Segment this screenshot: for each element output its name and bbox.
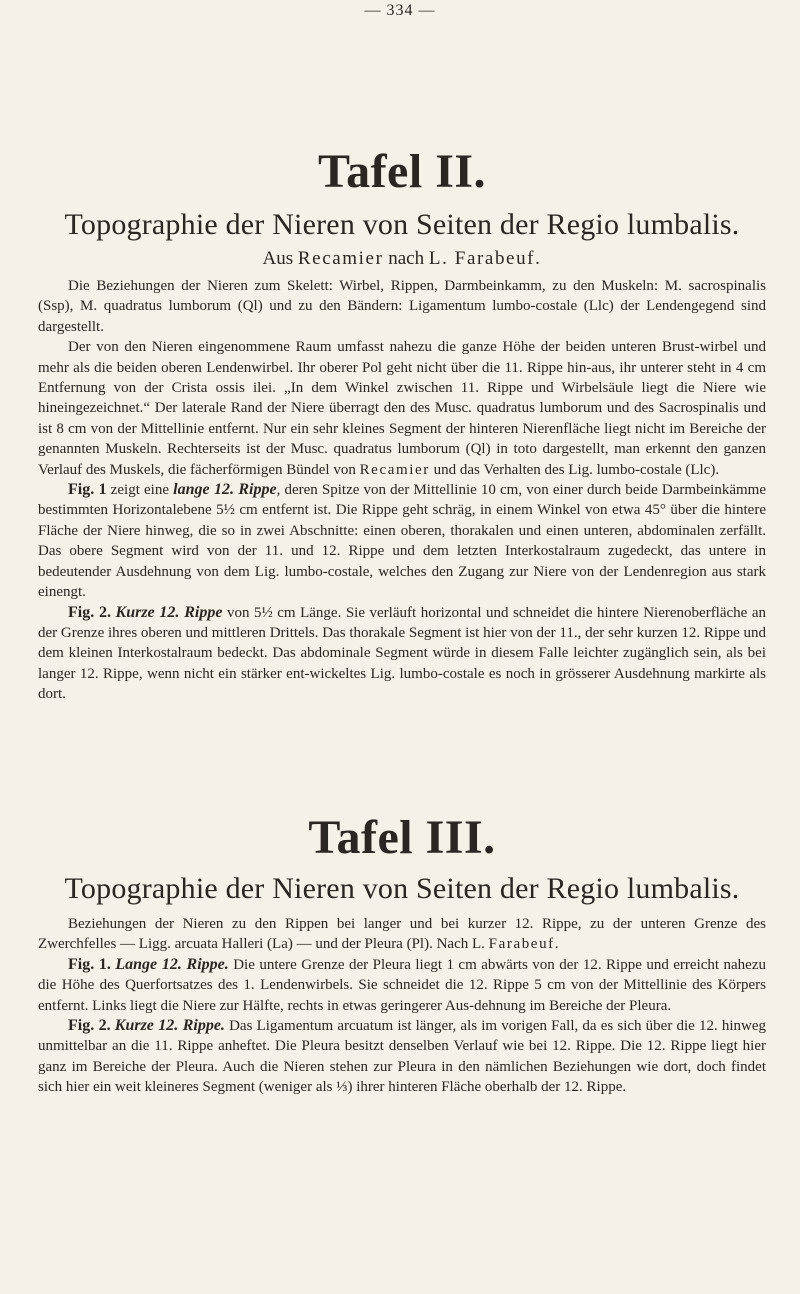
paragraph-text: Das Ligamentum arcuatum ist länger, als im vorigen Fall, da es sich über die 12. hinweg unmittelbar an die 11. Rippe anheftet. Die Pleura besitzt denselben Verlauf wie bei 12. Rippe. Die 12. Rippe liegt hier ganz im Bereiche der Pleura. Auch die Nieren stehen zur Pleura in den nämlichen Beziehungen wie dort, doch findet sich hier ein weit kleineres Segment (weniger als ⅓) ihrer hinteren Fläche oberhalb der 12. Rippe. bbox=[38, 1018, 767, 1096]
paragraph bbox=[38, 337, 766, 480]
figure-paragraph bbox=[38, 603, 766, 705]
figure-label: Fig. 2. bbox=[68, 1017, 111, 1035]
section-tafel-ii bbox=[38, 146, 766, 705]
section-subtitle: Topographie der Nieren von Seiten der Regio lumbalis. bbox=[64, 208, 740, 241]
section-title: Tafel III. bbox=[308, 811, 496, 864]
emphasis: Lange 12. Rippe. bbox=[115, 955, 229, 973]
paragraph bbox=[38, 276, 766, 337]
page-number: — 334 — bbox=[364, 2, 436, 19]
paragraph-text: Die Beziehungen der Nieren zum Skelett: Wirbel, Rippen, Darmbeinkamm, zu den Muskeln: M. sacrospinalis (Ssp), M. quadratus lumborum (Ql) und zu den Bändern: Ligamentum lumbo-costale (Llc) der Lendengegend sind dargestellt. bbox=[38, 278, 766, 335]
paragraph-text: zeigt eine bbox=[106, 482, 174, 499]
paragraph-text: Die untere Grenze der Pleura liegt 1 cm abwärts von der 12. Rippe und erreicht nahezu die Höhe des Querfortsatzes des 1. Lendenwirbels. Sie schneidet die 12. Rippe 5 cm von der Mittellinie des Körpers entfernt. Links liegt die Niere zur Hälfte, rechts in etwas geringerer Aus-dehnung im Bereiche der Pleura. bbox=[38, 956, 766, 1014]
section-title: Tafel II. bbox=[317, 145, 487, 198]
figure-paragraph bbox=[38, 1016, 766, 1098]
figure-paragraph bbox=[38, 480, 766, 602]
figure-label: Fig. 1. bbox=[68, 955, 111, 973]
paragraph bbox=[38, 914, 766, 955]
source-author2: L. Farabeuf. bbox=[428, 248, 542, 269]
emphasis: Kurze 12. Rippe bbox=[115, 603, 223, 621]
paragraph-text: Beziehungen der Nieren zu den Rippen bei langer und bei kurzer 12. Rippe, zu der unteren Grenze des Zwerchfelles — Ligg. arcuata Halleri (La) — und der Pleura (Pl). Nach L. bbox=[38, 916, 766, 953]
source-author: Recamier bbox=[297, 248, 384, 269]
figure-label: Fig. 1 bbox=[68, 481, 107, 499]
paragraph-text: von 5½ cm Länge. Sie verläuft horizontal und schneidet die hintere Nierenoberfläche an der Grenze ihres oberen und mittleren Drittels. Das thorakale Segment ist hier von der 11., der sehr kurzen 12. Rippe und dem kleinen Interkostalraum bedeckt. Das abdominale Segment würde in diesem Falle leichter zugänglich sein, als bei langer 12. Rippe, wenn nicht ein stärker ent-wickeltes Lig. lumbo-costale es noch in grösserer Ausdehnung markirte als dort. bbox=[38, 604, 767, 703]
section-tafel-iii bbox=[38, 812, 766, 1098]
paragraph-text: und das Verhalten des Lig. lumbo-costale (Llc). bbox=[429, 461, 720, 478]
emphasis: lange 12. Rippe bbox=[173, 481, 277, 499]
figure-label: Fig. 2. bbox=[68, 603, 111, 621]
paragraph-text: Der von den Nieren eingenommene Raum umfasst nahezu die ganze Höhe der beiden unteren Brust-wirbel und mehr als die beiden oberen Lendenwirbel. Ihr oberer Pol geht nicht über die 11. Rippe hin-aus, ihr unterer steht in 4 cm Entfernung von der Crista ossis ilei. „In dem Winkel zwischen 11. Rippe und Wirbelsäule liegt die Niere wie hineingezeichnet.“ Der laterale Rand der Niere überragt den des Musc. quadratus lumborum und des Sacrospinalis und ist 8 cm von der Mittellinie entfernt. Nur ein sehr kleines Segment der hinteren Nierenfläche liegt nicht im Bereiche der genannten Muskeln. Rechterseits ist der Musc. quadratus lumborum (Ql) in toto dargestellt, man erkennt den ganzen Verlauf des Muskels, die fächerförmigen Bündel von bbox=[38, 339, 766, 478]
source-line bbox=[38, 248, 766, 270]
author-name: Farabeuf. bbox=[488, 936, 561, 953]
figure-paragraph bbox=[38, 955, 766, 1016]
section-subtitle: Topographie der Nieren von Seiten der Regio lumbalis. bbox=[64, 872, 740, 905]
source-mid: nach bbox=[383, 248, 429, 269]
paragraph-text: , deren Spitze von der Mittellinie 10 cm, von einer durch beide Darmbeinkämme bestimmten Horizontalebene 5½ cm entfernt ist. Die Rippe geht schräg, in einem Winkel von etwa 45° über die hintere Fläche der Niere hinweg, die so in zwei Abschnitte: einen oberen, thorakalen und einen unteren, abdominalen zerfällt. Das obere Segment wird von der 11. und 12. Rippe und dem letzten Interkostalraum zugedeckt, das untere in bedeutender Ausdehnung von dem Lig. lumbo-costale, welches den Zugang zur Niere von der Lendenregion aus stark einengt. bbox=[38, 482, 766, 601]
source-prefix: Aus bbox=[262, 248, 298, 269]
emphasis: Kurze 12. Rippe. bbox=[114, 1017, 225, 1035]
author-name: Recamier bbox=[359, 461, 430, 478]
